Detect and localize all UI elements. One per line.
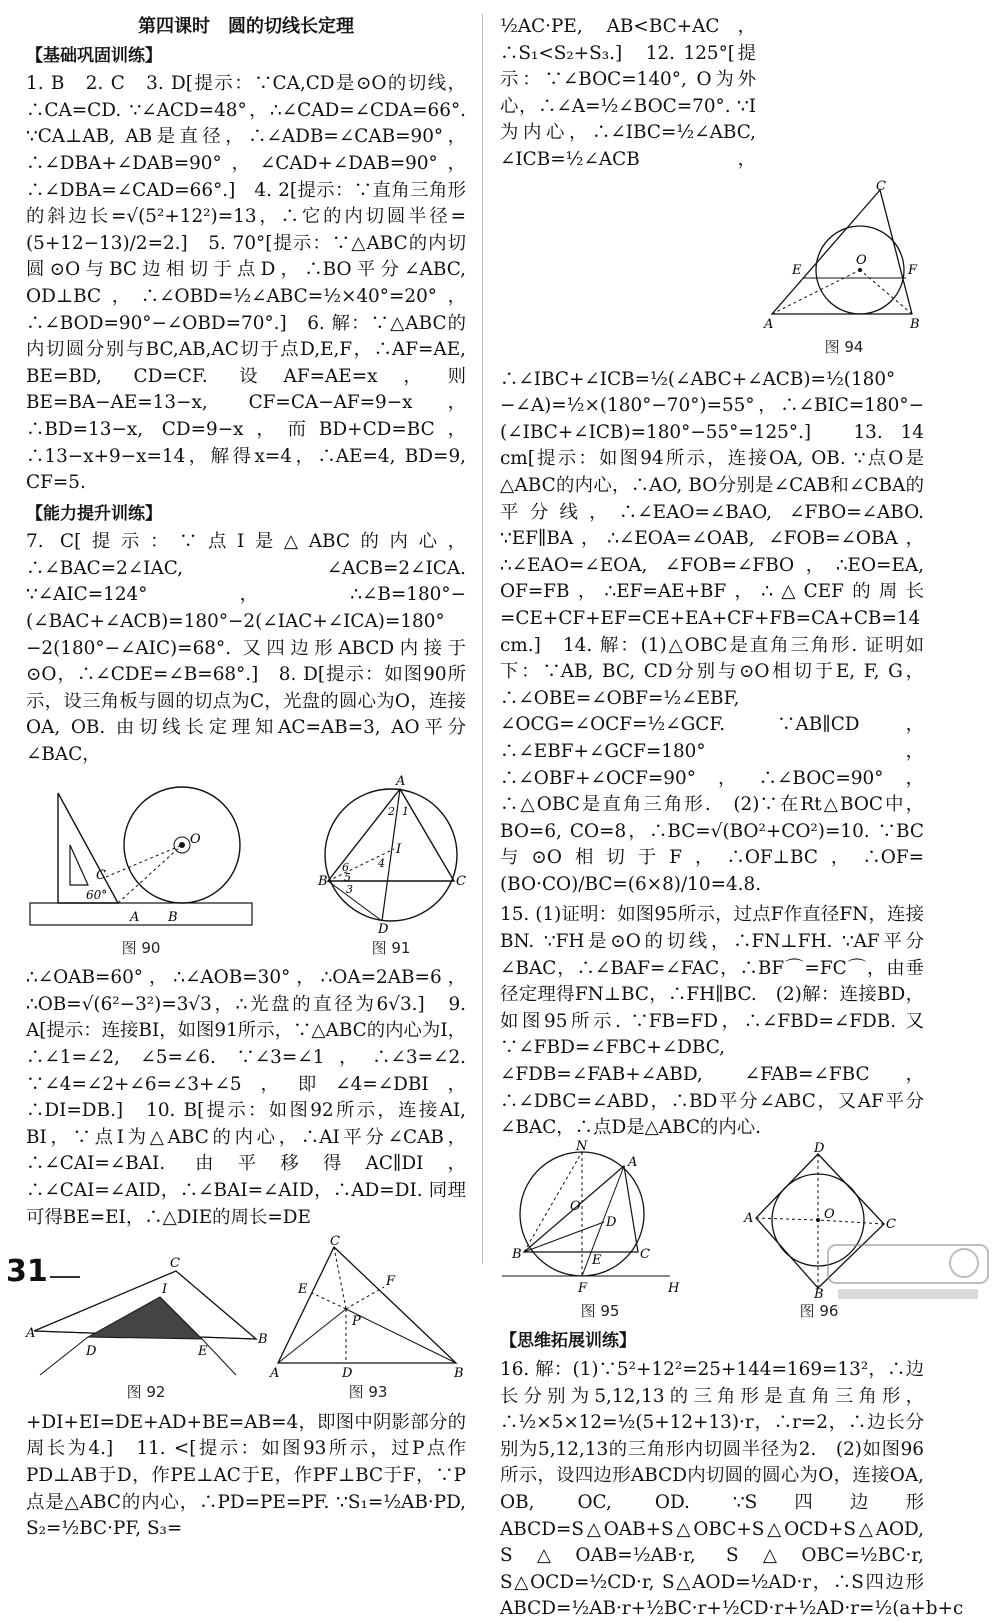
- figure-96-caption: 图 96: [799, 1301, 839, 1320]
- svg-text:6: 6: [342, 860, 349, 874]
- svg-text:B: B: [318, 873, 328, 889]
- svg-text:O: O: [856, 253, 867, 268]
- svg-text:C: C: [640, 1246, 650, 1262]
- svg-text:B: B: [168, 909, 178, 925]
- svg-text:I: I: [162, 1282, 168, 1298]
- section-advanced: 【能力提升训练】: [26, 503, 162, 524]
- page-title: 第四课时 圆的切线长定理: [138, 16, 354, 37]
- answers-11-14: ½AC·PE, AB<BC+AC，∴S₁<S₂+S₃.] 12. 125°[提示：∵∠BOC=140°, O为外心，∴∠A=½∠BOC=70°. ∵I为内心，∴∠IBC=½∠ABC, ∠ICB=½∠ACB，∴∠IBC+∠ICB=½(∠ABC+∠ACB)=½(180°−∠A)=½×(180°−70°)=55°，∴∠BIC=180°−(∠IBC+∠ICB)=180°−55°=125°.] 13. 14 cm[提示：如图94所示，连接OA, OB. ∵点O是△ABC的内心，∴AO, BO分别是∠CAB和∠CBA的平分线，∴∠EAO=∠BAO, ∠FBO=∠ABO. ∵EF∥BA，∴∠EOA=∠OAB, ∠FOB=∠OBA，∴∠EAO=∠EOA, ∠FOB=∠FBO，∴EO=EA, OF=FB，∴EF=AE+BF，∴△CEF的周长=CE+CF+EF=CE+EA+CF+FB=CA+CB=14 cm.] 14. 解：(1)△OBC是直角三角形. 证明如下：∵AB, BC, CD分别与⊙O相切于E, F, G，∴∠OBE=∠OBF=½∠EBF, ∠OCG=∠OCF=½∠GCF. ∵AB∥CD，∴∠EBF+∠GCF=180°，∴∠OBF+∠OCF=90°，∴∠BOC=90°，∴△OBC是直角三角形. (2)∵在Rt△BOC中，BO=6, CO=8，∴BC=√(BO²+CO²)=10. ∵BC与⊙O相切于F，∴OF⊥BC，∴OF=(BO·CO)/BC=(6×8)/10=4.8.: [500, 16, 924, 895]
- figure-90: [26, 785, 256, 962]
- answer-16: 16. 解：(1)∵5²+12²=25+144=169=13²，∴边长分别为5,12,13的三角形是直角三角形，∴½×5×12=½(5+12+13)·r，∴r=2，∴边长分别为5,12,13的三角形内切圆半径为2. (2)如图96所示，设四边形ABCD内切圆的圆心为O，连接OA, OB, OC, OD. ∵S四边形ABCD=S△OAB+S△OBC+S△OCD+S△AOD, S△OAB=½AB·r, S△OBC=½BC·r, S△OCD=½CD·r, S△AOD=½AD·r，∴S四边形ABCD=½AB·r+½BC·r+½CD·r+½AD·r=½(a+b+c: [500, 1359, 964, 1620]
- svg-text:O: O: [190, 831, 201, 847]
- column-divider: [482, 14, 483, 1264]
- svg-text:F: F: [578, 1280, 588, 1296]
- figure-93: [270, 1234, 466, 1406]
- svg-text:A: A: [270, 1366, 280, 1382]
- svg-text:P: P: [352, 1314, 361, 1330]
- svg-text:5: 5: [344, 870, 351, 884]
- svg-text:D: D: [814, 1140, 825, 1156]
- svg-text:E: E: [592, 1252, 602, 1268]
- svg-text:A: A: [396, 773, 406, 789]
- page-number: 31: [6, 1254, 48, 1289]
- page-number-rule: [50, 1276, 80, 1278]
- svg-text:N: N: [576, 1138, 588, 1154]
- svg-text:B: B: [512, 1246, 522, 1262]
- figure-91-caption: 图 91: [371, 938, 411, 957]
- figure-90-caption: 图 90: [121, 938, 161, 957]
- svg-text:C: C: [456, 873, 466, 889]
- svg-text:B: B: [454, 1366, 464, 1382]
- svg-text:3: 3: [346, 882, 353, 896]
- watermark-logo: [824, 1241, 994, 1305]
- svg-text:H: H: [668, 1280, 680, 1296]
- svg-text:C: C: [330, 1234, 340, 1250]
- svg-text:E: E: [198, 1344, 208, 1360]
- svg-text:A: A: [130, 909, 140, 925]
- left-column: [26, 14, 466, 1543]
- answer-15: 15. (1)证明：如图95所示，过点F作直径FN，连接BN. ∵FH是⊙O的切线，∴FN⊥FH. ∵AF平分∠BAC，∴∠BAF=∠FAC，∴BF⌒=FC⌒，由垂径定理得FN⊥BC，∴FH∥BC. (2)解：连接BD，如图95所示. ∵FB=FD，∴∠FBD=∠FDB. 又∵∠FBD=∠FBC+∠DBC, ∠FDB=∠FAB+∠ABD, ∠FAB=∠FBC，∴∠DBC=∠ABD，∴BD平分∠ABC，又AF平分∠BAC，∴点D是△ABC的内心.: [500, 904, 924, 1139]
- svg-text:D: D: [86, 1344, 97, 1360]
- answers-8-10: ∴∠OAB=60°，∴∠AOB=30°，∴OA=2AB=6，∴OB=√(6²−3²)=3√3，∴光盘的直径为6√3.] 9. A[提示：连接BI，如图91所示，∵△ABC的内心为I，∴∠1=∠2, ∠5=∠6. ∵∠3=∠1，∴∠3=∠2. ∵∠4=∠2+∠6=∠3+∠5，即∠4=∠DBI，∴DI=DB.] 10. B[提示：如图92所示，连接AI, BI，∵点I为△ABC的内心，∴AI平分∠CAB，∴∠CAI=∠BAI. 由平移得AC∥DI，∴∠CAI=∠AID，∴∠BAI=∠AID，∴AD=DI. 同理可得BE=EI，∴△DIE的周长=DE: [26, 967, 466, 1228]
- svg-text:60°: 60°: [86, 887, 108, 902]
- figure-95-caption: 图 95: [580, 1301, 620, 1320]
- figure-94-drawing: [764, 179, 924, 334]
- figure-91: [316, 775, 466, 962]
- svg-text:E: E: [792, 263, 802, 278]
- section-basic: 【基础巩固训练】: [26, 45, 162, 66]
- svg-text:A: A: [26, 1326, 36, 1342]
- svg-text:A: A: [628, 1154, 638, 1170]
- right-column: [500, 14, 964, 1623]
- svg-text:I: I: [396, 841, 402, 857]
- figure-92-caption: 图 92: [126, 1383, 166, 1402]
- svg-text:A: A: [764, 317, 774, 332]
- svg-text:B: B: [814, 1286, 824, 1302]
- svg-text:C: C: [170, 1256, 180, 1272]
- svg-text:C: C: [886, 1216, 896, 1232]
- figure-row-90-91: [26, 775, 466, 962]
- answers-7-8: 7. C[提示：∵点I是△ABC的内心，∴∠BAC=2∠IAC, ∠ACB=2∠ICA. ∵∠AIC=124°，∴∠B=180°−(∠BAC+∠ACB)=180°−2(∠IAC+∠ICA)=180°−2(180°−∠AIC)=68°. 又四边形ABCD内接于⊙O，∴∠CDE=∠B=68°.] 8. D[提示：如图90所示，设三角板与圆的切点为C，光盘的圆心为O，连接OA, OB. 由切线长定理知AC=AB=3, AO平分∠BAC，: [26, 531, 466, 766]
- figure-93-drawing: [270, 1234, 466, 1382]
- svg-text:2: 2: [388, 804, 395, 818]
- svg-text:B: B: [258, 1332, 268, 1348]
- answers-10-11: +DI+EI=DE+AD+BE=AB=4，即图中阴影部分的周长为4.] 11. <[提示：如图93所示，过P点作PD⊥AB于D，作PE⊥AC于E，作PF⊥BC于F，∵P点是△ABC的内心，∴PD=PE=PF. ∵S₁=½AB·PD, S₂=½BC·PF, S₃=: [26, 1411, 466, 1540]
- figure-94-caption: 图 94: [824, 338, 864, 356]
- answers-1-6: 1. B 2. C 3. D[提示：∵CA,CD是⊙O的切线，∴CA=CD. ∵∠ACD=48°，∴∠CAD=∠CDA=66°. ∵CA⊥AB, AB是直径，∴∠ADB=∠CAB=90°，∴∠DBA+∠DAB=90°，∠CAD+∠DAB=90°，∴∠DBA=∠CAD=66°.] 4. 2[提示：∵直角三角形的斜边长=√(5²+12²)=13，∴它的内切圆半径=(5+12−13)/2=2.] 5. 70°[提示：∵△ABC的内切圆⊙O与BC边相切于点D，∴BO平分∠ABC, OD⊥BC，∴∠OBD=½∠ABC=½×40°=20°，∴∠BOD=90°−∠OBD=70°.] 6. 解：∵△ABC的内切圆分别与BC,AB,AC切于点D,E,F，∴AF=AE, BE=BD, CD=CF. 设AF=AE=x，则BE=BA−AE=13−x, CF=CA−AF=9−x，∴BD=13−x, CD=9−x，而BD+CD=BC，∴13−x+9−x=14，解得x=4，∴AE=4, BD=9, CF=5.: [26, 73, 466, 494]
- figure-row-92-93: [26, 1234, 466, 1406]
- figure-93-caption: 图 93: [348, 1383, 388, 1402]
- svg-text:4: 4: [378, 856, 385, 870]
- svg-text:O: O: [824, 1206, 835, 1222]
- svg-text:A: A: [744, 1210, 754, 1226]
- svg-text:1: 1: [402, 804, 409, 818]
- svg-text:E: E: [298, 1282, 308, 1298]
- svg-text:F: F: [386, 1274, 396, 1290]
- svg-text:B: B: [910, 317, 920, 332]
- figure-92: [26, 1257, 266, 1406]
- svg-text:D: D: [342, 1366, 353, 1382]
- figure-90-drawing: [26, 785, 256, 935]
- figure-95: [500, 1138, 700, 1325]
- section-thinking: 【思维拓展训练】: [500, 1331, 636, 1352]
- figure-94: [764, 179, 924, 361]
- svg-text:C: C: [876, 179, 886, 194]
- figure-95-drawing: [500, 1138, 700, 1298]
- figure-91-drawing: [316, 775, 466, 935]
- svg-text:F: F: [908, 263, 918, 278]
- svg-text:D: D: [606, 1214, 617, 1230]
- svg-text:D: D: [378, 921, 389, 937]
- svg-text:C: C: [96, 867, 106, 883]
- svg-text:O: O: [570, 1198, 581, 1214]
